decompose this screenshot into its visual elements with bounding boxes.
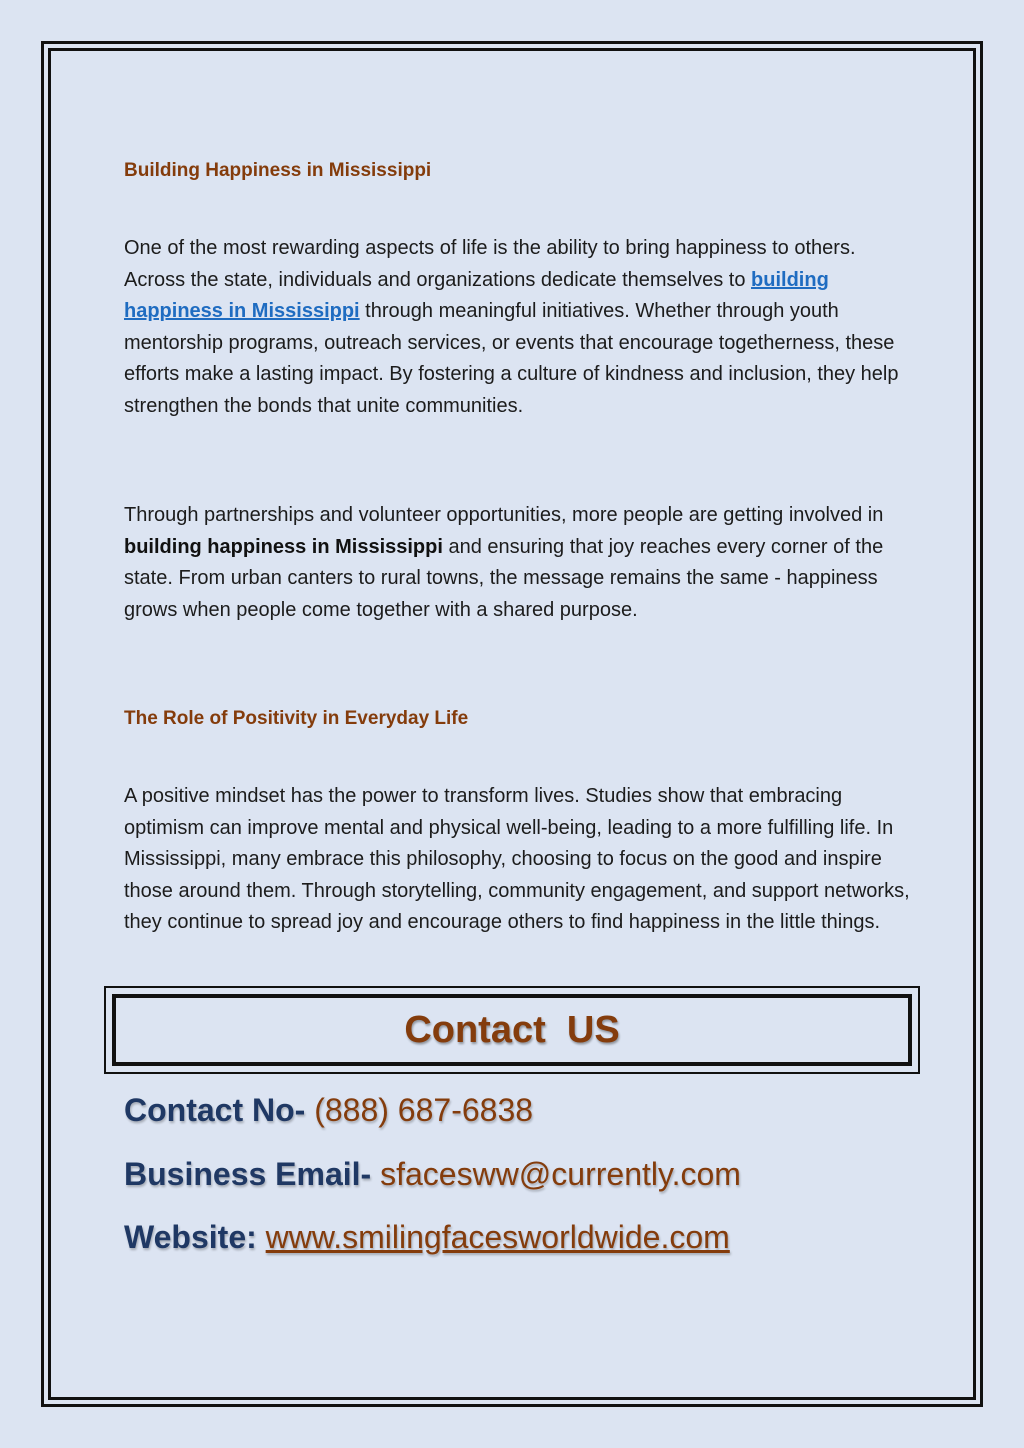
paragraph-partnerships-text-2: and ensuring that joy reaches every corner of the state. From urban canters to rural towns, the message remains the same - happiness grows when people come together with a shared purpose. bbox=[124, 535, 884, 621]
contact-phone-line bbox=[124, 1090, 533, 1130]
paragraph-intro bbox=[124, 233, 914, 423]
paragraph-intro-text-2: through meaningful initiatives. Whether through youth mentorship programs, outreach services, or events that encourage togetherness, these efforts make a lasting impact. By fostering a culture of kindness and inclusion, they help strengthen the bonds that unite communities. bbox=[124, 300, 899, 417]
contact-title: Contact US bbox=[404, 1008, 620, 1051]
contact-box bbox=[112, 994, 912, 1066]
paragraph-intro-text-1: One of the most rewarding aspects of life is the ability to bring happiness to others. Across the state, individuals and organizations dedicate themselves to bbox=[124, 237, 856, 291]
paragraph-partnerships-bold: building happiness in Mississippi bbox=[124, 535, 443, 558]
section-heading-building-happiness: Building Happiness in Mississippi bbox=[124, 160, 432, 181]
contact-website-link[interactable]: www.smilingfacesworldwide.com bbox=[265, 1219, 730, 1255]
paragraph-partnerships-text-1: Through partnerships and volunteer opportunities, more people are getting involved in bbox=[124, 504, 884, 526]
contact-email-label: Business Email- bbox=[124, 1156, 381, 1192]
contact-email-line bbox=[124, 1154, 741, 1194]
contact-phone-label: Contact No- bbox=[124, 1092, 315, 1128]
contact-email-value: sfacesww@currently.com bbox=[380, 1156, 741, 1192]
paragraph-partnerships bbox=[124, 500, 914, 626]
contact-website-label: Website: bbox=[124, 1219, 266, 1255]
contact-website-line bbox=[124, 1217, 730, 1257]
building-happiness-link[interactable]: building happiness in Mississippi bbox=[124, 268, 829, 323]
paragraph-positivity: A positive mindset has the power to transform lives. Studies show that embracing optimism can improve mental and physical well-being, leading to a more fulfilling life. In Mississippi, many embrace this philosophy, choosing to focus on the good and inspire those around them. Through storytelling, community engagement, and support networks, they continue to spread joy and encourage others to find happiness in the little things. bbox=[124, 785, 910, 934]
section-heading-positivity: The Role of Positivity in Everyday Life bbox=[124, 708, 469, 729]
contact-phone-value: (888) 687-6838 bbox=[314, 1092, 534, 1128]
